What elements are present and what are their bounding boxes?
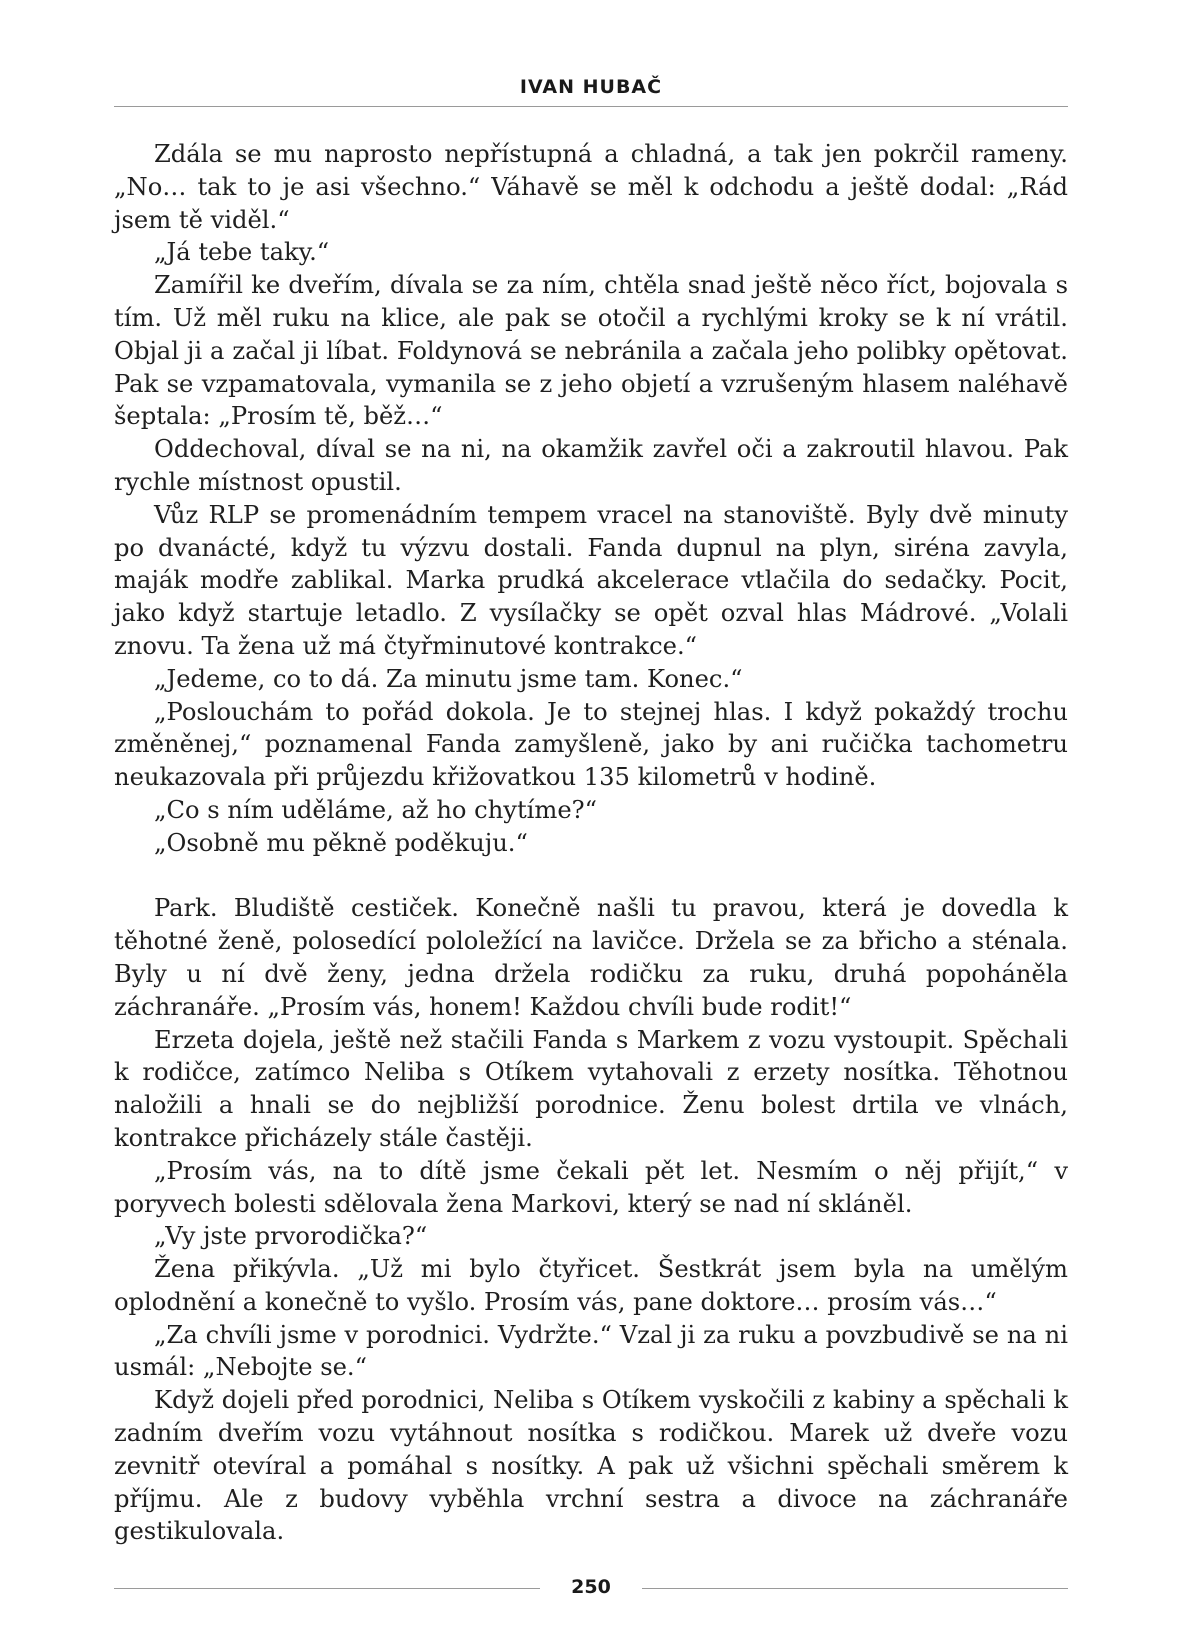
paragraph: „Prosím vás, na to dítě jsme čekali pět let. Nesmím o něj přijít,“ v poryvech bolesti sdělovala žena Markovi, který se nad ní skláněl. <box>114 1156 1068 1218</box>
paragraph: „Za chvíli jsme v porodnici. Vydržte.“ Vzal ji za ruku a povzbudivě se na ni usmál: „Nebojte se.“ <box>114 1320 1068 1382</box>
paragraph: „Jedeme, co to dá. Za minutu jsme tam. Konec.“ <box>154 664 743 693</box>
paragraph: Zdála se mu naprosto nepřístupná a chladná, a tak jen pokrčil rameny. „No… tak to je asi všechno.“ Váhavě se měl k odchodu a ještě dodal: „Rád jsem tě viděl.“ <box>114 140 1068 234</box>
paragraph: Vůz RLP se promenádním tempem vracel na stanoviště. Byly dvě minuty po dvanácté, když tu výzvu dostali. Fanda dupnul na plyn, siréna zavyla, maják modře zablikal. Marka prudká akcelerace vtlačila do sedačky. Pocit, jako když startuje letadlo. Z vysílačky se opět ozval hlas Mádrové. „Volali znovu. Ta žena už má čtyřminutové kontrakce.“ <box>114 500 1068 660</box>
footer-rule-left <box>114 1588 540 1589</box>
paragraph: Erzeta dojela, ještě než stačili Fanda s Markem z vozu vystoupit. Spěchali k rodičce, zatímco Neliba s Otíkem vytahovali z erzety nosítka. Těhotnou naložili a hnali se do nejbližší porodnice. Ženu bolest drtila ve vlnách, kontrakce přicházely stále častěji. <box>114 1025 1068 1152</box>
paragraph: Když dojeli před porodnici, Neliba s Otíkem vyskočili z kabiny a spěchali k zadním dveřím vozu vytáhnout nosítka s rodičkou. Marek už dveře vozu zevnitř otevíral a pomáhal s nosítky. A pak už všichni spěchali směrem k příjmu. Ale z budovy vyběhla vrchní sestra a divoce na záchranáře gestikulovala. <box>114 1386 1068 1546</box>
paragraph: „Co s ním uděláme, až ho chytíme?“ <box>154 795 597 824</box>
paragraph: Zamířil ke dveřím, dívala se za ním, chtěla snad ještě něco říct, bojovala s tím. Už měl ruku na klice, ale pak se otočil a rychlými kroky se k ní vrátil. Objal ji a začal ji líbat. Foldynová se nebránila a začala jeho polibky opětovat. Pak se vzpamatovala, vymanila se z jeho objetí a vzrušeným hlasem naléhavě šeptala: „Prosím tě, běž…“ <box>114 271 1068 431</box>
paragraph: „Poslouchám to pořád dokola. Je to stejnej hlas. I když pokaždý trochu změněnej,“ poznamenal Fanda zamyšleně, jako by ani ručička tachometru neukazovala při průjezdu křižovatkou 135 kilometrů v hodině. <box>114 697 1068 792</box>
paragraph: „Já tebe taky.“ <box>154 238 330 267</box>
paragraph: „Osobně mu pěkně poděkuju.“ <box>154 828 528 857</box>
page-number: 250 <box>571 1576 611 1598</box>
paragraph: „Vy jste prvorodička?“ <box>154 1222 428 1251</box>
header-rule <box>114 106 1068 107</box>
running-header-author: IVAN HUBAČ <box>519 76 663 98</box>
paragraph: Oddechoval, díval se na ni, na okamžik zavřel oči a zakroutil hlavou. Pak rychle místnost opustil. <box>114 435 1068 496</box>
paragraph: Žena přikývla. „Už mi bylo čtyřicet. Šestkrát jsem byla na umělým oplodnění a konečně to vyšlo. Prosím vás, pane doktore… prosím vás…“ <box>114 1255 1068 1316</box>
body-text <box>114 138 1068 1548</box>
paragraph: Park. Bludiště cestiček. Konečně našli tu pravou, která je dovedla k těhotné ženě, polosedící pololežící na lavičce. Držela se za břicho a sténala. Byly u ní dvě ženy, jedna držela rodičku za ruku, druhá popoháněla záchranáře. „Prosím vás, honem! Každou chvíli bude rodit!“ <box>114 894 1068 1021</box>
footer-rule-right <box>642 1588 1068 1589</box>
